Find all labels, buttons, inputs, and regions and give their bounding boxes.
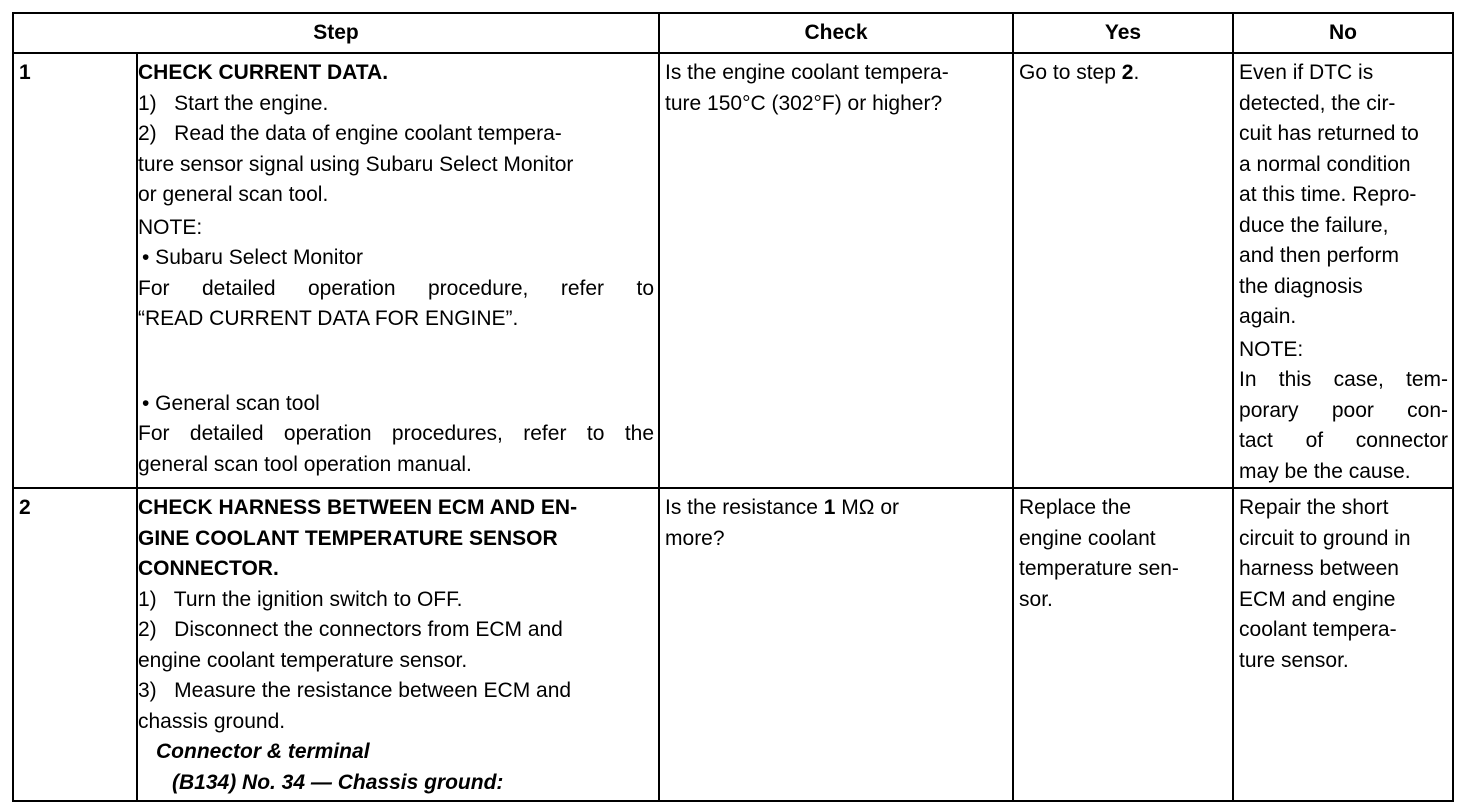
yes-text-suffix: . xyxy=(1133,61,1140,84)
step-line: 1) Start the engine. xyxy=(138,91,329,115)
no-line: the diagnosis xyxy=(1239,274,1363,298)
step-number: 2 xyxy=(13,488,137,801)
diagnostic-table-container xyxy=(12,12,1452,800)
no-line: again. xyxy=(1239,305,1297,328)
no-line: detected, the cir- xyxy=(1239,91,1396,115)
no-line: ture sensor. xyxy=(1239,648,1349,672)
check-cell xyxy=(659,53,1013,488)
no-line: ECM and engine xyxy=(1239,587,1396,611)
step-line: 2) Disconnect the connectors from ECM and xyxy=(138,618,563,641)
step-title: GINE COOLANT TEMPERATURE SENSOR xyxy=(138,526,558,550)
note-label: NOTE: xyxy=(138,215,203,239)
step-cell xyxy=(137,488,659,801)
step-title: CHECK HARNESS BETWEEN ECM AND EN- xyxy=(138,496,578,519)
spacer xyxy=(138,335,654,389)
check-line: ture 150°C (302°F) or higher? xyxy=(665,91,943,115)
step-number: 1 xyxy=(13,53,137,488)
header-row xyxy=(13,13,1453,53)
check-value: 1 xyxy=(823,496,836,519)
header-step: Step xyxy=(13,13,659,53)
step-line: or general scan tool. xyxy=(138,183,329,206)
no-note-line: tact of connector xyxy=(1239,429,1449,452)
no-note-line: In this case, tem- xyxy=(1239,368,1449,391)
no-line: coolant tempera- xyxy=(1239,618,1397,641)
step-line: 1) Turn the ignition switch to OFF. xyxy=(138,587,463,611)
check-cell xyxy=(659,488,1013,801)
yes-text: Go to step xyxy=(1019,61,1122,84)
step-title: CHECK CURRENT DATA. xyxy=(138,61,389,84)
check-text: Is the resistance xyxy=(665,496,824,519)
step-line: engine coolant temperature sensor. xyxy=(138,648,468,672)
no-line: and then perform xyxy=(1239,244,1399,267)
no-cell xyxy=(1233,53,1453,488)
header-check: Check xyxy=(659,13,1013,53)
step-line: ture sensor signal using Subaru Select Monitor xyxy=(138,152,574,176)
yes-line: Replace the xyxy=(1019,496,1132,519)
check-line xyxy=(665,493,1008,524)
yes-step-number: 2 xyxy=(1121,61,1134,84)
step-line: For detailed operation procedures, refer to the xyxy=(138,422,655,445)
bullet-item: • Subaru Select Monitor xyxy=(142,246,363,269)
table-row xyxy=(13,488,1453,801)
step-line: chassis ground. xyxy=(138,709,286,733)
no-line: circuit to ground in xyxy=(1239,526,1411,550)
no-line: harness between xyxy=(1239,557,1399,580)
yes-line: engine coolant xyxy=(1019,526,1156,550)
no-line: cuit has returned to xyxy=(1239,122,1419,145)
step-line: general scan tool operation manual. xyxy=(138,452,472,476)
connector-value: (B134) No. 34 — Chassis ground: xyxy=(172,770,504,794)
no-line: Repair the short xyxy=(1239,496,1389,519)
no-cell xyxy=(1233,488,1453,801)
check-line: more? xyxy=(665,526,725,550)
yes-line: temperature sen- xyxy=(1019,557,1179,580)
diagnostic-table xyxy=(12,12,1454,802)
no-line: duce the failure, xyxy=(1239,213,1389,237)
no-note-line: may be the cause. xyxy=(1239,459,1411,483)
step-line: “READ CURRENT DATA FOR ENGINE”. xyxy=(138,307,519,330)
header-yes: Yes xyxy=(1013,13,1233,53)
check-line: Is the engine coolant tempera- xyxy=(665,61,949,84)
no-line: Even if DTC is xyxy=(1239,61,1374,84)
step-line: For detailed operation procedure, refer to xyxy=(138,276,655,300)
no-line: at this time. Repro- xyxy=(1239,183,1417,206)
yes-line: sor. xyxy=(1019,587,1053,611)
check-unit: MΩ or xyxy=(835,496,899,519)
header-no: No xyxy=(1233,13,1453,53)
no-note-line: porary poor con- xyxy=(1239,398,1449,422)
yes-cell xyxy=(1013,488,1233,801)
step-cell xyxy=(137,53,659,488)
step-line: 3) Measure the resistance between ECM and xyxy=(138,679,572,702)
bullet-item: • General scan tool xyxy=(142,391,320,415)
yes-cell xyxy=(1013,53,1233,488)
step-title: CONNECTOR. xyxy=(138,557,279,580)
table-row xyxy=(13,53,1453,488)
connector-label: Connector & terminal xyxy=(156,740,370,763)
step-line: 2) Read the data of engine coolant tempera- xyxy=(138,122,562,145)
no-note-label: NOTE: xyxy=(1239,337,1304,361)
no-line: a normal condition xyxy=(1239,152,1411,176)
